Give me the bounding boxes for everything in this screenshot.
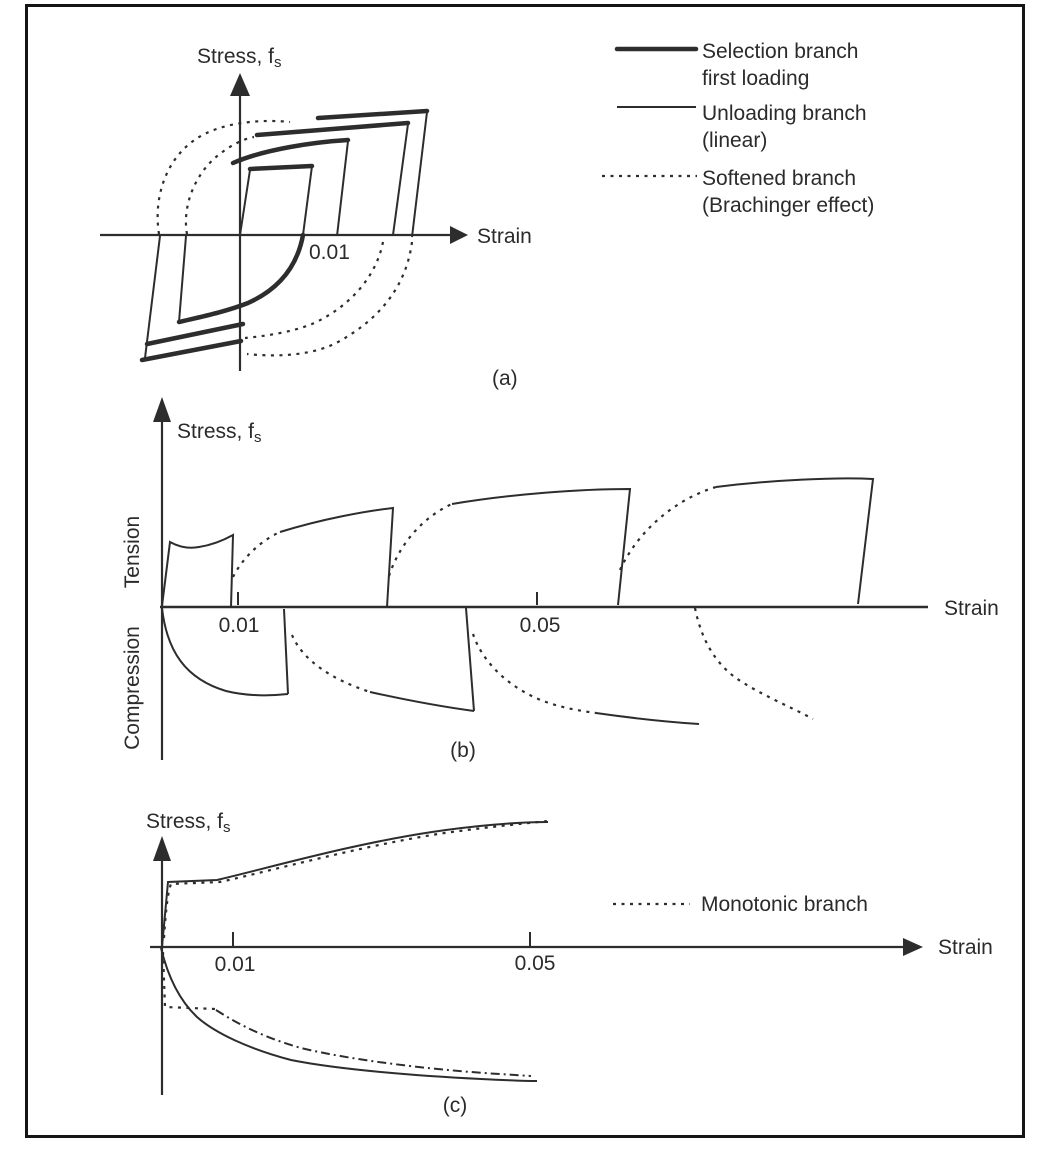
b-x-axis-label: Strain bbox=[944, 597, 999, 620]
b-tick-label-001: 0.01 bbox=[218, 614, 260, 637]
c-curves bbox=[161, 821, 548, 1081]
b-compression-loops bbox=[162, 608, 813, 724]
b-tension-loop bbox=[162, 535, 233, 607]
a-unloading-leg bbox=[179, 236, 186, 322]
a-skeleton-top bbox=[257, 123, 408, 135]
b-tension-loop bbox=[452, 489, 630, 605]
a-skeleton-top bbox=[318, 111, 427, 118]
a-x-axis-label: Strain bbox=[477, 225, 532, 248]
b-compression-unload bbox=[284, 609, 288, 694]
a-unloading-leg bbox=[337, 141, 348, 236]
b-tick-label-005: 0.05 bbox=[519, 614, 561, 637]
c-caption: (c) bbox=[442, 1094, 468, 1117]
a-skeleton-top bbox=[250, 166, 312, 169]
a-softened-arc bbox=[158, 121, 290, 234]
a-loading-leg bbox=[240, 170, 250, 235]
panel-b bbox=[121, 397, 999, 762]
c-tick-label-001: 0.01 bbox=[214, 953, 256, 976]
a-skeleton-bottom bbox=[147, 324, 243, 344]
a-unloading-leg bbox=[393, 124, 408, 235]
legend-label: (Brachinger effect) bbox=[702, 194, 875, 217]
b-y-axis-label: Stress, fs bbox=[177, 420, 262, 446]
a-unloading-leg bbox=[412, 112, 427, 237]
c-monotonic-label: Monotonic branch bbox=[701, 893, 868, 916]
legend-item-unloading-branch bbox=[617, 102, 867, 152]
b-compression-curve bbox=[370, 692, 474, 711]
b-caption: (b) bbox=[450, 739, 476, 762]
a-skeleton-top bbox=[233, 140, 348, 163]
panel-c bbox=[146, 810, 993, 1117]
a-caption: (a) bbox=[492, 367, 518, 390]
figure-legend bbox=[602, 40, 874, 217]
b-compression-unload bbox=[466, 608, 474, 711]
b-tension-loop bbox=[280, 508, 393, 607]
b-y-axis-arrowhead-icon bbox=[153, 397, 171, 422]
b-tension-loops bbox=[162, 478, 873, 607]
c-compression-monotonic-tail bbox=[216, 1010, 531, 1076]
c-y-axis-arrowhead-icon bbox=[153, 836, 171, 861]
b-compression-softened bbox=[695, 608, 813, 719]
a-unloading-leg bbox=[303, 166, 312, 235]
b-tension-softened bbox=[620, 487, 716, 570]
legend-label: first loading bbox=[702, 67, 810, 90]
b-tension-label: Tension bbox=[121, 515, 144, 589]
b-compression-curve bbox=[596, 713, 699, 724]
b-compression-softened bbox=[473, 634, 596, 713]
c-x-axis-label: Strain bbox=[938, 936, 993, 959]
a-softened-arc bbox=[186, 137, 254, 234]
legend-label: Softened branch bbox=[702, 167, 857, 190]
b-tension-softened bbox=[389, 504, 452, 576]
c-legend-monotonic bbox=[613, 893, 868, 916]
b-tension-loop bbox=[716, 478, 873, 604]
legend-label: (linear) bbox=[702, 129, 768, 152]
legend-label: Unloading branch bbox=[702, 102, 867, 125]
b-compression-label: Compression bbox=[121, 626, 144, 750]
b-tension-softened bbox=[233, 532, 280, 577]
c-tick-label-005: 0.05 bbox=[514, 952, 556, 975]
legend-item-softened-branch bbox=[602, 167, 874, 217]
a-y-axis-arrowhead-icon bbox=[230, 73, 250, 96]
c-y-axis-label: Stress, fs bbox=[146, 810, 231, 836]
a-x-axis-arrowhead-icon bbox=[450, 226, 468, 244]
legend-item-selection-branch bbox=[617, 40, 858, 90]
legend-label: Selection branch bbox=[702, 40, 859, 63]
c-x-axis-arrowhead-icon bbox=[903, 938, 923, 956]
a-tick-label-001: 0.01 bbox=[309, 241, 350, 264]
c-tension-envelope bbox=[162, 822, 548, 947]
a-y-axis-label: Stress, fs bbox=[197, 45, 282, 71]
b-compression-softened bbox=[292, 635, 370, 692]
panel-a bbox=[100, 45, 532, 390]
